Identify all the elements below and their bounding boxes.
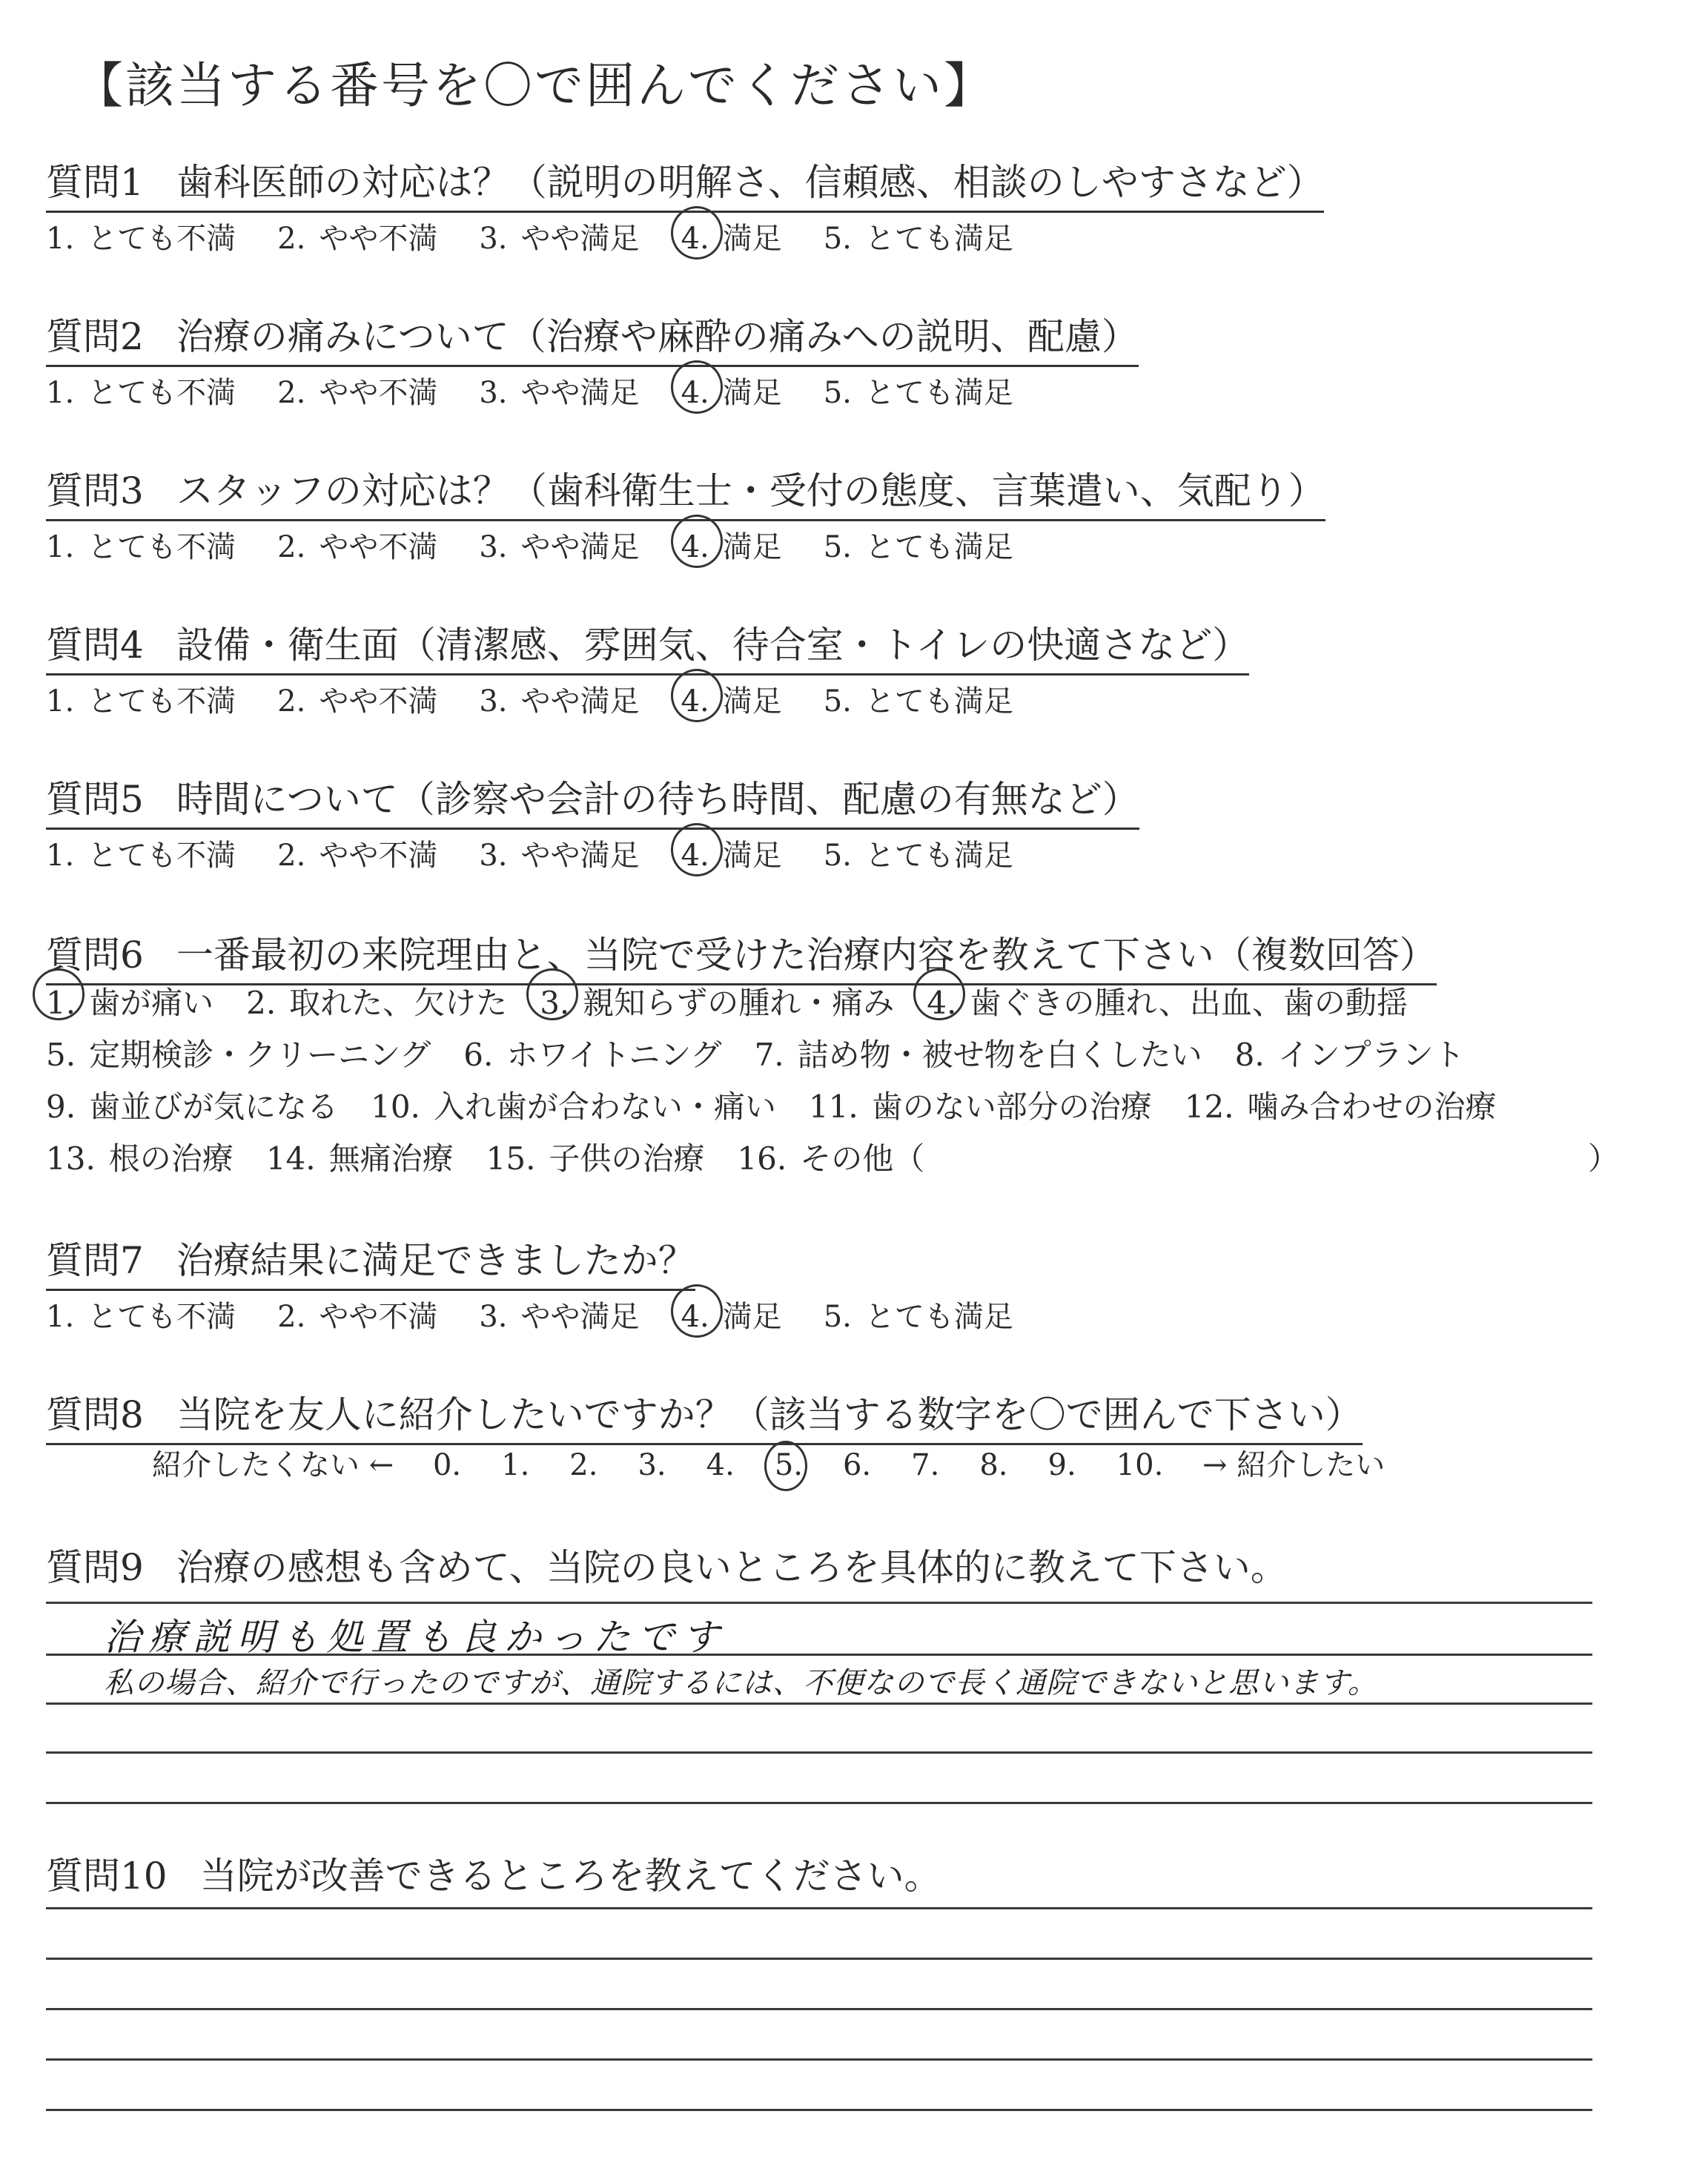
- treatment-option-5[interactable]: [46, 1031, 431, 1075]
- rating-option-number: 1.: [46, 376, 75, 410]
- rating-option-1[interactable]: [46, 215, 236, 257]
- treatment-option-number: 15.: [486, 1140, 536, 1177]
- treatment-option-label: 根の治療: [108, 1140, 234, 1177]
- treatment-option-number: 3.: [540, 985, 570, 1021]
- rating-option-number: 5.: [823, 839, 852, 873]
- rating-option-4[interactable]: [681, 215, 782, 257]
- rating-option-number: 1.: [46, 222, 75, 256]
- rating-option-number: 4.: [681, 1300, 709, 1334]
- rating-option-number: 5.: [823, 222, 852, 256]
- rating-option-2[interactable]: [277, 524, 437, 566]
- rating-option-4[interactable]: [681, 678, 782, 720]
- treatment-option-label: その他（: [800, 1140, 925, 1177]
- rating-option-number: 4.: [681, 839, 709, 873]
- rating-option-number: 1.: [46, 839, 75, 873]
- rating-option-label: やや満足: [520, 376, 640, 410]
- treatment-option-number: 12.: [1184, 1089, 1234, 1125]
- treatment-option-2[interactable]: [246, 979, 507, 1023]
- question-1-text: 歯科医師の対応は？（説明の明解さ、信頼感、相談のしやすさなど）: [176, 161, 1324, 204]
- rating-option-4[interactable]: [681, 524, 782, 566]
- rating-option-label: とても不満: [87, 684, 236, 719]
- treatment-option-number: 4.: [927, 985, 957, 1021]
- question-6-text: 一番最初の来院理由と、当院で受けた治療内容を教えて下さい（複数回答）: [176, 934, 1437, 977]
- treatment-option-number: 5.: [46, 1037, 76, 1073]
- rating-option-label: やや満足: [520, 222, 640, 256]
- treatment-option-label: 歯ぐきの腫れ、出血、歯の動揺: [970, 985, 1408, 1021]
- rating-option-number: 3.: [479, 684, 508, 719]
- rating-option-label: とても満足: [864, 530, 1013, 564]
- treatment-option-number: 10.: [371, 1089, 420, 1125]
- rating-option-1[interactable]: [46, 369, 236, 412]
- treatment-option-9[interactable]: [46, 1083, 338, 1127]
- rating-option-5[interactable]: [824, 1293, 1013, 1335]
- question-1-label: 質問1: [46, 161, 144, 204]
- question-5-label: 質問5: [46, 778, 144, 821]
- rating-option-label: とても不満: [87, 1300, 236, 1334]
- rating-option-number: 3.: [479, 222, 508, 256]
- question-2-label: 質問2: [46, 315, 144, 358]
- rating-option-number: 5.: [823, 530, 852, 564]
- rating-option-label: 満足: [722, 376, 782, 410]
- scale-value-4[interactable]: 4.: [706, 1448, 735, 1482]
- question-7-label: 質問7: [46, 1239, 144, 1282]
- rating-option-label: やや満足: [520, 839, 640, 873]
- rating-option-3[interactable]: [479, 524, 639, 566]
- rating-option-number: 2.: [277, 684, 306, 719]
- treatment-option-number: 7.: [754, 1037, 784, 1073]
- treatment-option-3[interactable]: [540, 979, 894, 1023]
- treatment-option-number: 13.: [46, 1140, 96, 1177]
- treatment-option-14[interactable]: [266, 1135, 454, 1179]
- question-1-heading: [46, 153, 1324, 213]
- rating-option-number: 5.: [823, 684, 852, 719]
- answer-line: [46, 1958, 1592, 1960]
- treatment-option-label: 親知らずの腫れ・痛み: [583, 985, 895, 1021]
- handwritten-answer-line-1: 治療説明も処置も良かったです: [104, 1616, 726, 1659]
- question-4-label: 質問4: [46, 624, 144, 667]
- treatment-option-label: 定期検診・クリーニング: [89, 1037, 431, 1073]
- rating-option-5[interactable]: [824, 832, 1013, 874]
- question-9-heading: [46, 1538, 1288, 1596]
- treatment-option-15[interactable]: [486, 1135, 705, 1179]
- answer-line: [46, 2008, 1592, 2010]
- question-5-heading: [46, 770, 1139, 830]
- treatment-option-label: インプラント: [1277, 1037, 1465, 1073]
- rating-option-5[interactable]: [824, 524, 1013, 566]
- treatment-option-label: 歯並びが気になる: [89, 1089, 339, 1125]
- rating-option-number: 5.: [823, 376, 852, 410]
- rating-option-1[interactable]: [46, 678, 236, 720]
- answer-line: [46, 2109, 1592, 2111]
- treatment-option-number: 8.: [1234, 1037, 1265, 1073]
- rating-option-number: 2.: [277, 530, 306, 564]
- rating-option-label: とても満足: [864, 684, 1013, 719]
- rating-option-1[interactable]: [46, 1293, 236, 1335]
- rating-option-3[interactable]: [479, 678, 639, 720]
- rating-option-label: とても満足: [864, 839, 1013, 873]
- rating-option-5[interactable]: [824, 678, 1013, 720]
- treatment-option-label: 噛み合わせの治療: [1247, 1089, 1497, 1125]
- rating-option-label: とても満足: [864, 376, 1013, 410]
- question-7-options: [46, 1293, 1013, 1335]
- rating-option-5[interactable]: [824, 369, 1013, 412]
- rating-option-1[interactable]: [46, 832, 236, 874]
- rating-option-number: 4.: [681, 376, 709, 410]
- question-2-heading: [46, 307, 1139, 367]
- rating-option-label: やや不満: [319, 1300, 438, 1334]
- treatment-option-11[interactable]: [809, 1083, 1152, 1127]
- treatment-option-label: 子供の治療: [549, 1140, 705, 1177]
- rating-option-number: 3.: [479, 376, 508, 410]
- rating-option-label: 満足: [722, 839, 782, 873]
- rating-option-label: やや満足: [520, 684, 640, 719]
- selection-circle-mark: [764, 1441, 807, 1491]
- treatment-option-label: 歯が痛い: [89, 985, 214, 1021]
- rating-option-5[interactable]: [824, 215, 1013, 257]
- rating-option-label: やや満足: [520, 1300, 640, 1334]
- treatment-option-number: 6.: [463, 1037, 494, 1073]
- question-10-label: 質問10: [46, 1855, 168, 1898]
- question-6-option-row: [46, 979, 1408, 1023]
- rating-option-number: 2.: [277, 1300, 306, 1334]
- treatment-option-number: 9.: [46, 1089, 76, 1125]
- treatment-option-label: ホワイトニング: [506, 1037, 722, 1073]
- question-8-text: 当院を友人に紹介したいですか？（該当する数字を〇で囲んで下さい）: [176, 1393, 1363, 1436]
- treatment-option-label: 歯のない部分の治療: [871, 1089, 1152, 1125]
- rating-option-label: とても不満: [87, 376, 236, 410]
- question-3-heading: [46, 461, 1325, 521]
- rating-option-label: とても不満: [87, 839, 236, 873]
- rating-option-3[interactable]: [479, 1293, 639, 1335]
- answer-line: [46, 2058, 1592, 2061]
- rating-option-label: 満足: [722, 530, 782, 564]
- question-6-option-row: [46, 1083, 1497, 1127]
- answer-line: [46, 1907, 1592, 1909]
- treatment-option-label: 無痛治療: [328, 1140, 454, 1177]
- answer-line: [46, 1802, 1592, 1804]
- question-4-heading: [46, 615, 1249, 676]
- treatment-option-16[interactable]: [737, 1135, 924, 1179]
- question-10-text: 当院が改善できるところを教えてください。: [199, 1855, 941, 1898]
- page-title: 【該当する番号を〇で囲んでください】: [74, 57, 995, 114]
- scale-value-7[interactable]: 7.: [911, 1448, 940, 1482]
- question-4-options: [46, 678, 1013, 720]
- scale-value-1[interactable]: 1.: [501, 1448, 530, 1482]
- rating-option-label: とても満足: [864, 222, 1013, 256]
- rating-option-label: 満足: [722, 222, 782, 256]
- question-7-heading: [46, 1231, 695, 1291]
- rating-option-label: やや不満: [319, 376, 438, 410]
- recommend-scale: [152, 1441, 1385, 1484]
- treatment-option-7[interactable]: [755, 1031, 1202, 1075]
- rating-option-number: 3.: [479, 839, 508, 873]
- question-6-option-row: [46, 1135, 1620, 1179]
- question-2-text: 治療の痛みについて（治療や麻酔の痛みへの説明、配慮）: [176, 315, 1139, 358]
- question-10-heading: [46, 1846, 941, 1904]
- question-5-options: [46, 832, 1013, 874]
- scale-value-2[interactable]: 2.: [569, 1448, 598, 1482]
- rating-option-label: やや不満: [319, 684, 438, 719]
- question-6-heading: [46, 925, 1437, 985]
- rating-option-2[interactable]: [277, 1293, 437, 1335]
- scale-right-label: → 紹介したい: [1202, 1448, 1386, 1482]
- rating-option-3[interactable]: [479, 369, 639, 412]
- rating-option-2[interactable]: [277, 215, 437, 257]
- question-7-text: 治療結果に満足できましたか？: [176, 1239, 695, 1282]
- question-6-option-row: [46, 1031, 1465, 1075]
- rating-option-4[interactable]: [681, 832, 782, 874]
- rating-option-number: 1.: [46, 684, 75, 719]
- rating-option-number: 4.: [681, 222, 709, 256]
- treatment-option-label: 入れ歯が合わない・痛い: [433, 1089, 776, 1125]
- rating-option-1[interactable]: [46, 524, 236, 566]
- rating-option-label: やや不満: [319, 530, 438, 564]
- answer-line: [46, 1602, 1592, 1604]
- question-6-label: 質問6: [46, 934, 144, 977]
- question-3-text: スタッフの対応は？（歯科衛生士・受付の態度、言葉遣い、気配り）: [176, 469, 1325, 512]
- rating-option-number: 4.: [681, 684, 709, 719]
- question-5-text: 時間について（診察や会計の待ち時間、配慮の有無など）: [176, 778, 1139, 821]
- question-4-text: 設備・衛生面（清潔感、雰囲気、待合室・トイレの快適さなど）: [176, 624, 1250, 667]
- handwritten-answer-line-2: 私の場合、紹介で行ったのですが、通院するには、不便なので長く通院できないと思います。: [104, 1666, 1378, 1700]
- rating-option-4[interactable]: [681, 1293, 782, 1335]
- rating-option-label: 満足: [722, 1300, 782, 1334]
- scale-value-5[interactable]: 5.: [775, 1448, 803, 1482]
- treatment-option-13[interactable]: [46, 1135, 234, 1179]
- other-close-paren: ）: [1588, 1140, 1620, 1177]
- rating-option-4[interactable]: [681, 369, 782, 412]
- treatment-option-number: 14.: [265, 1140, 316, 1177]
- rating-option-3[interactable]: [479, 832, 639, 874]
- scale-value-6[interactable]: 6.: [842, 1448, 872, 1482]
- question-8-label: 質問8: [46, 1393, 144, 1436]
- treatment-option-8[interactable]: [1235, 1031, 1465, 1075]
- scale-value-8[interactable]: 8.: [979, 1448, 1008, 1482]
- rating-option-number: 5.: [823, 1300, 852, 1334]
- rating-option-label: とても満足: [864, 1300, 1013, 1334]
- rating-option-label: とても不満: [87, 222, 236, 256]
- treatment-option-number: 16.: [737, 1140, 787, 1177]
- rating-option-number: 2.: [277, 839, 306, 873]
- treatment-option-label: 詰め物・被せ物を白くしたい: [797, 1037, 1202, 1073]
- rating-option-number: 1.: [46, 530, 75, 564]
- rating-option-2[interactable]: [277, 678, 437, 720]
- treatment-option-label: 取れた、欠けた: [289, 985, 508, 1021]
- rating-option-label: 満足: [722, 684, 782, 719]
- scale-left-label: 紹介したくない ←: [152, 1448, 394, 1482]
- rating-option-3[interactable]: [479, 215, 639, 257]
- rating-option-label: とても不満: [87, 530, 236, 564]
- treatment-option-10[interactable]: [371, 1083, 776, 1127]
- scale-value-3[interactable]: 3.: [638, 1448, 666, 1482]
- rating-option-2[interactable]: [277, 832, 437, 874]
- question-3-options: [46, 524, 1013, 566]
- scale-value-10[interactable]: 10.: [1116, 1448, 1164, 1482]
- rating-option-number: 2.: [277, 376, 306, 410]
- rating-option-number: 1.: [46, 1300, 75, 1334]
- rating-option-number: 3.: [479, 1300, 508, 1334]
- treatment-option-4[interactable]: [927, 979, 1408, 1023]
- treatment-option-number: 1.: [46, 985, 76, 1021]
- rating-option-number: 3.: [479, 530, 508, 564]
- rating-option-label: やや満足: [520, 530, 640, 564]
- scale-value-0[interactable]: 0.: [432, 1448, 462, 1482]
- treatment-option-number: 2.: [246, 985, 277, 1021]
- question-1-options: [46, 215, 1013, 257]
- scale-value-9[interactable]: 9.: [1047, 1448, 1076, 1482]
- rating-option-2[interactable]: [277, 369, 437, 412]
- rating-option-number: 2.: [277, 222, 306, 256]
- rating-option-label: やや不満: [319, 839, 438, 873]
- question-2-options: [46, 369, 1013, 412]
- treatment-option-12[interactable]: [1185, 1083, 1497, 1127]
- question-9-label: 質問9: [46, 1546, 144, 1589]
- treatment-option-number: 11.: [808, 1089, 858, 1125]
- treatment-option-6[interactable]: [463, 1031, 721, 1075]
- question-8-heading: [46, 1385, 1363, 1445]
- treatment-option-1[interactable]: [46, 979, 214, 1023]
- question-9-text: 治療の感想も含めて、当院の良いところを具体的に教えて下さい。: [176, 1546, 1288, 1589]
- question-3-label: 質問3: [46, 469, 144, 512]
- rating-option-number: 4.: [681, 530, 709, 564]
- rating-option-label: やや不満: [319, 222, 438, 256]
- answer-line: [46, 1751, 1592, 1754]
